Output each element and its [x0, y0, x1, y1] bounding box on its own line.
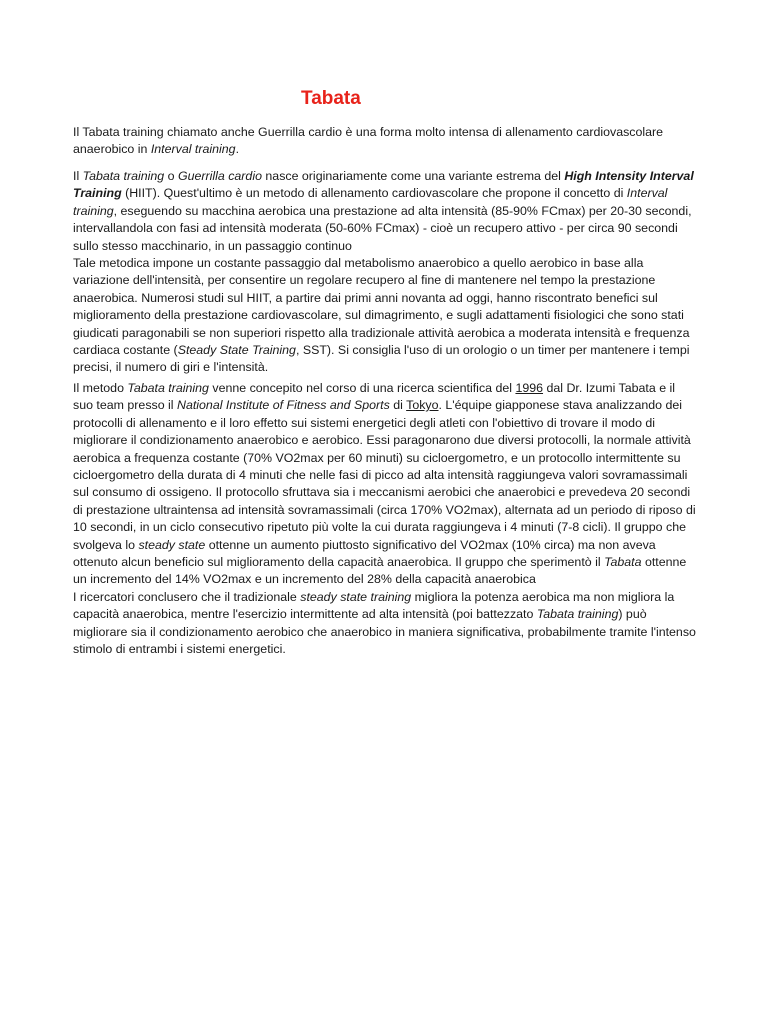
- text: I ricercatori conclusero che il tradizionale: [73, 589, 301, 604]
- italic-text: Tabata training: [82, 169, 165, 183]
- text: venne concepito nel corso di una ricerca scientifica del: [208, 381, 516, 395]
- italic-text: Tabata: [604, 555, 642, 570]
- text: Il metodo: [73, 381, 128, 395]
- italic-text: Guerrilla cardio: [177, 169, 262, 183]
- text: , SST). Si consiglia l'uso di un orologio o un timer per mantenere i tempi precisi, il numero di giri e l'intensità.: [73, 343, 690, 375]
- hiit-paragraph: [73, 168, 698, 377]
- bold-italic-text: High Intensity Interval Training: [73, 169, 694, 201]
- italic-text: Interval training: [150, 142, 236, 157]
- text: migliora la potenza aerobica ma non migliora la capacità anaerobica, mentre l'esercizio intermittente ad alta intensità (poi battezzato: [73, 589, 675, 622]
- text: nasce originariamente come una variante estrema del: [261, 169, 565, 183]
- text: Tale metodica impone un costante passaggio dal metabolismo anaerobico a quello aerobico in base alla variazione dell'intensità, per consentire un regolare recupero al fine di mantenere nel tempo la prestazione anaerobica. Numerosi studi sul HIIT, a partire dai primi anni novanta ad oggi, hanno riscontrato benefici sul miglioramento della prestazione cardiovascolare, sul dimagrimento, e sugli adattamenti fisiologici che sono stati giudicati paragonabili se non superiori rispetto alla tradizionale attività aerobica a moderata intensità e frequenza cardiaca costante (: [73, 256, 690, 358]
- italic-text: steady state: [138, 537, 206, 552]
- italic-text: Interval training: [73, 186, 668, 218]
- year-link[interactable]: 1996: [515, 381, 544, 395]
- text: ) può migliorare sia il condizionamento aerobico che anaerobico in maniera significativa, probabilmente tramite l'intenso stimolo di entrambi i sistemi energetici.: [73, 607, 696, 657]
- text: o: [164, 169, 178, 183]
- document-title: Tabata: [301, 88, 361, 109]
- text: (HIIT). Quest'ultimo è un metodo di allenamento cardiovascolare che propone il concetto di: [121, 186, 627, 201]
- city-link[interactable]: Tokyo: [406, 398, 439, 413]
- italic-text: Steady State Training: [177, 343, 296, 358]
- intro-paragraph: [73, 124, 698, 159]
- tabata-history-paragraph: [73, 380, 698, 659]
- italic-text: Tabata training: [536, 607, 619, 622]
- text: ottenne un aumento piuttosto significativo del VO2max (10% circa) ma non aveva ottenuto alcun beneficio sul miglioramento della capacità anaerobica. Il gruppo che sperimentò il: [73, 537, 656, 570]
- text: ottenne un incremento del 14% VO2max e un incremento del 28% della capacità anaerobica: [73, 555, 687, 587]
- text: . L'équipe giapponese stava analizzando dei protocolli di allenamento e il loro effetto sui sistemi energetici degli atleti con l'obiettivo di trovare il modo di migliorare il condizionamento anaerobico e aerobico. Essi paragonarono due diversi protocolli, la normale attività aerobica a frequenza costante (70% VO2max per 60 minuti) su cicloergometro, e un protocollo intermittente su cicloergometro della durata di 4 minuti che nelle fasi di picco ad alta intensità raggiungeva valori sovramassimali sul consumo di ossigeno. Il protocollo sfruttava sia i meccanismi aerobici che anaerobici e prevedeva 20 secondi di prestazione ultraintensa ad intensità sovramassimali (circa 170% VO2max), alternata ad un periodo di riposo di 10 secondi, in un ciclo consecutivo ripetuto più volte la cui durata raggiungeva i 4 minuti (7-8 cicli). Il gruppo che svolgeva lo: [73, 398, 696, 552]
- italic-text: National Institute of Fitness and Sports: [177, 398, 390, 413]
- text: Il Tabata training chiamato anche Guerrilla cardio è una forma molto intensa di allenamento cardiovascolare anaerobico in: [73, 125, 664, 157]
- italic-text: Tabata training: [127, 381, 209, 395]
- text: , eseguendo su macchina aerobica una prestazione ad alta intensità (85-90% FCmax) per 20-30 secondi, intervallandola con fasi ad intensità moderata (50-60% FCmax) - cioè un recupero attivo - per circa 90 secondi sullo stesso macchinario, in un passaggio continuo: [73, 203, 692, 253]
- text: Il: [73, 169, 83, 183]
- text: di: [389, 398, 407, 413]
- text: .: [235, 142, 240, 157]
- text: dal Dr. Izumi Tabata e il suo team presso il: [73, 381, 676, 413]
- italic-text: steady state training: [300, 589, 412, 604]
